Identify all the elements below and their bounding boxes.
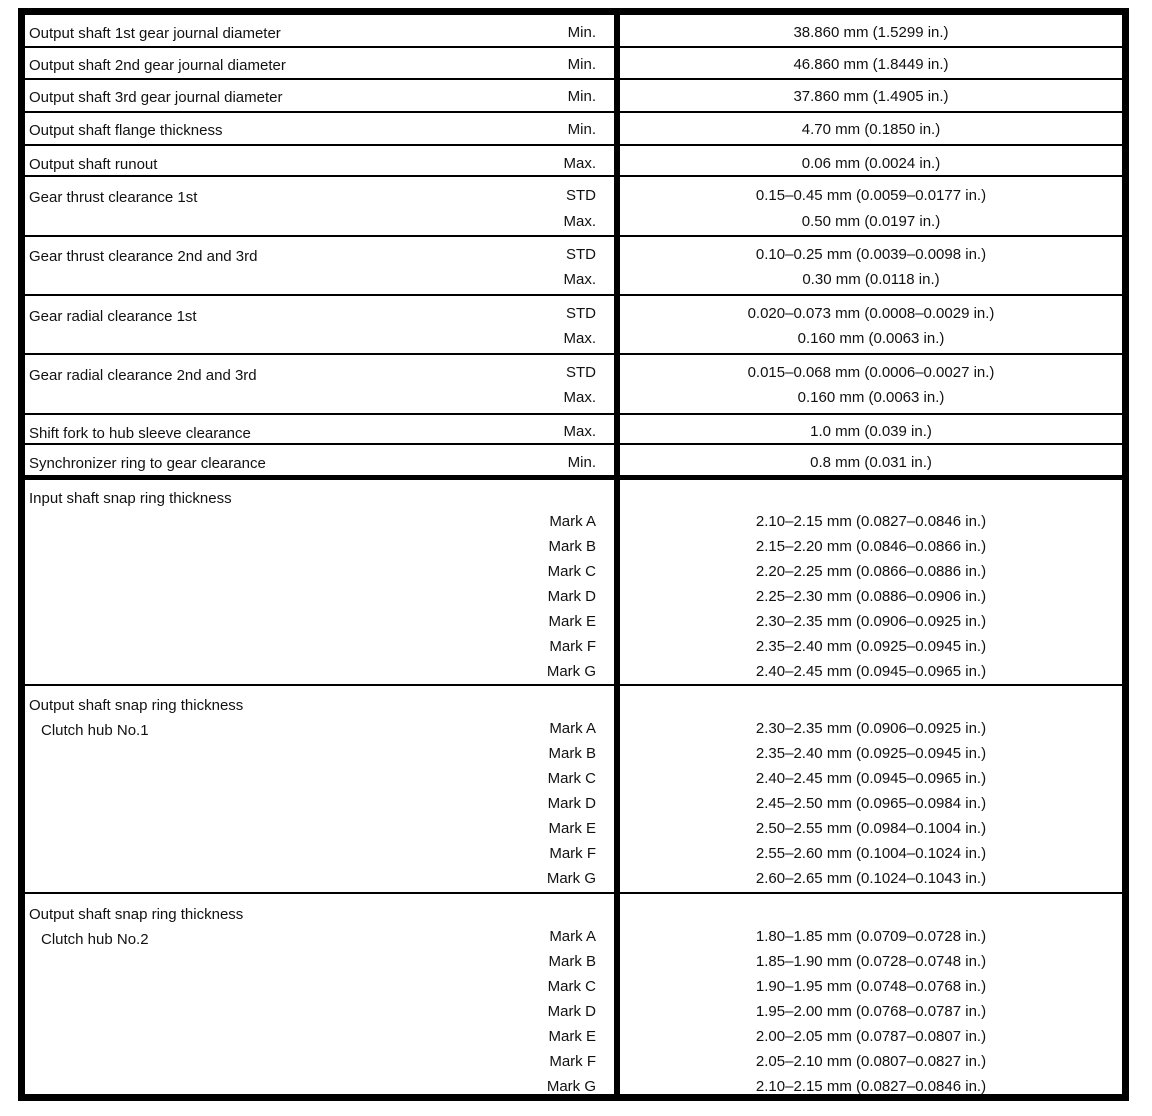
- spec-condition: STD: [566, 187, 596, 204]
- spec-condition: STD: [566, 364, 596, 381]
- mark-value: 2.35–2.40 mm (0.0925–0.0945 in.): [755, 745, 987, 762]
- spec-label: Output shaft 2nd gear journal diameter: [29, 57, 286, 74]
- mark-value: 2.25–2.30 mm (0.0886–0.0906 in.): [755, 588, 987, 605]
- mark-value: 2.35–2.40 mm (0.0925–0.0945 in.): [755, 638, 987, 655]
- spec-value: 0.15–0.45 mm (0.0059–0.0177 in.): [755, 187, 987, 204]
- mark-label: Mark G: [546, 870, 596, 887]
- spec-condition: Min.: [567, 121, 596, 138]
- spec-value: 0.160 mm (0.0063 in.): [797, 330, 945, 347]
- mark-value: 2.30–2.35 mm (0.0906–0.0925 in.): [755, 720, 987, 737]
- spec-row: [25, 80, 1122, 113]
- spec-condition: Min.: [567, 88, 596, 105]
- mark-value: 2.20–2.25 mm (0.0866–0.0886 in.): [755, 563, 987, 580]
- mark-label: Mark C: [547, 978, 596, 995]
- mark-value: 2.30–2.35 mm (0.0906–0.0925 in.): [755, 613, 987, 630]
- mark-label: Mark B: [548, 745, 596, 762]
- mark-label: Mark A: [549, 928, 596, 945]
- spec-value: 0.10–0.25 mm (0.0039–0.0098 in.): [755, 246, 987, 263]
- spec-condition: STD: [566, 305, 596, 322]
- mark-label: Mark G: [546, 663, 596, 680]
- spec-condition: Max.: [563, 423, 596, 440]
- spec-label: Gear radial clearance 1st: [29, 308, 197, 325]
- spec-row: [25, 415, 1122, 445]
- mark-value: 2.40–2.45 mm (0.0945–0.0965 in.): [755, 770, 987, 787]
- spec-row: [25, 15, 1122, 48]
- spec-condition: Min.: [567, 24, 596, 41]
- mark-label: Mark G: [546, 1078, 596, 1095]
- spec-value: 0.06 mm (0.0024 in.): [801, 155, 941, 172]
- spec-condition: Max.: [563, 389, 596, 406]
- spec-value: 1.0 mm (0.039 in.): [810, 423, 932, 440]
- mark-label: Mark B: [548, 953, 596, 970]
- spec-label: Output shaft 3rd gear journal diameter: [29, 89, 283, 106]
- group-label: Input shaft snap ring thickness: [29, 490, 232, 507]
- group-sublabel: Clutch hub No.2: [41, 931, 149, 948]
- spec-value: 0.015–0.068 mm (0.0006–0.0027 in.): [747, 364, 995, 381]
- spec-value: 0.50 mm (0.0197 in.): [801, 213, 941, 230]
- mark-label: Mark F: [549, 1053, 596, 1070]
- mark-label: Mark F: [549, 638, 596, 655]
- mark-value: 2.40–2.45 mm (0.0945–0.0965 in.): [755, 663, 987, 680]
- mark-label: Mark F: [549, 845, 596, 862]
- spec-value: 37.860 mm (1.4905 in.): [793, 88, 949, 105]
- spec-label: Gear thrust clearance 2nd and 3rd: [29, 248, 258, 265]
- spec-condition: Max.: [563, 271, 596, 288]
- spec-condition: Max.: [563, 330, 596, 347]
- snap-ring-group: [25, 894, 1122, 1094]
- mark-label: Mark C: [547, 563, 596, 580]
- mark-value: 2.10–2.15 mm (0.0827–0.0846 in.): [755, 513, 987, 530]
- mark-value: 1.90–1.95 mm (0.0748–0.0768 in.): [755, 978, 987, 995]
- spec-condition: Max.: [563, 155, 596, 172]
- spec-value: 46.860 mm (1.8449 in.): [793, 56, 949, 73]
- spec-value: 38.860 mm (1.5299 in.): [793, 24, 949, 41]
- mark-value: 1.85–1.90 mm (0.0728–0.0748 in.): [755, 953, 987, 970]
- spec-label: Synchronizer ring to gear clearance: [29, 455, 266, 472]
- spec-row: [25, 355, 1122, 415]
- spec-value: 4.70 mm (0.1850 in.): [801, 121, 941, 138]
- spec-label: Gear radial clearance 2nd and 3rd: [29, 367, 257, 384]
- mark-value: 2.55–2.60 mm (0.1004–0.1024 in.): [755, 845, 987, 862]
- group-label: Output shaft snap ring thickness: [29, 697, 244, 714]
- spec-row: [25, 146, 1122, 177]
- mark-value: 2.60–2.65 mm (0.1024–0.1043 in.): [755, 870, 987, 887]
- mark-label: Mark E: [548, 1028, 596, 1045]
- mark-label: Mark E: [548, 820, 596, 837]
- spec-condition: STD: [566, 246, 596, 263]
- spec-condition: Min.: [567, 56, 596, 73]
- group-sublabel: Clutch hub No.1: [41, 722, 149, 739]
- spec-row: [25, 296, 1122, 355]
- mark-value: 2.45–2.50 mm (0.0965–0.0984 in.): [755, 795, 987, 812]
- spec-row: [25, 445, 1122, 480]
- group-label: Output shaft snap ring thickness: [29, 906, 244, 923]
- spec-value: 0.8 mm (0.031 in.): [810, 454, 932, 471]
- mark-value: 2.00–2.05 mm (0.0787–0.0807 in.): [755, 1028, 987, 1045]
- mark-value: 1.80–1.85 mm (0.0709–0.0728 in.): [755, 928, 987, 945]
- spec-row: [25, 113, 1122, 146]
- spec-row: [25, 177, 1122, 237]
- spec-label: Gear thrust clearance 1st: [29, 189, 198, 206]
- mark-value: 2.10–2.15 mm (0.0827–0.0846 in.): [755, 1078, 987, 1095]
- spec-row: [25, 237, 1122, 296]
- mark-label: Mark D: [547, 795, 596, 812]
- mark-label: Mark B: [548, 538, 596, 555]
- spec-label: Shift fork to hub sleeve clearance: [29, 425, 251, 442]
- spec-condition: Min.: [567, 454, 596, 471]
- spec-condition: Max.: [563, 213, 596, 230]
- spec-value: 0.020–0.073 mm (0.0008–0.0029 in.): [747, 305, 995, 322]
- spec-value: 0.160 mm (0.0063 in.): [797, 389, 945, 406]
- spec-value: 0.30 mm (0.0118 in.): [802, 271, 940, 288]
- spec-row: [25, 48, 1122, 80]
- spec-label: Output shaft 1st gear journal diameter: [29, 25, 281, 42]
- mark-label: Mark C: [547, 770, 596, 787]
- mark-value: 1.95–2.00 mm (0.0768–0.0787 in.): [755, 1003, 987, 1020]
- spec-label: Output shaft runout: [29, 156, 158, 173]
- mark-label: Mark A: [549, 720, 596, 737]
- spec-label: Output shaft flange thickness: [29, 122, 223, 139]
- mark-value: 2.15–2.20 mm (0.0846–0.0866 in.): [755, 538, 987, 555]
- mark-label: Mark D: [547, 588, 596, 605]
- snap-ring-group: [25, 480, 1122, 686]
- mark-label: Mark A: [549, 513, 596, 530]
- snap-ring-group: [25, 686, 1122, 894]
- mark-value: 2.05–2.10 mm (0.0807–0.0827 in.): [755, 1053, 987, 1070]
- mark-label: Mark D: [547, 1003, 596, 1020]
- mark-label: Mark E: [548, 613, 596, 630]
- mark-value: 2.50–2.55 mm (0.0984–0.1004 in.): [755, 820, 987, 837]
- spec-table: [18, 8, 1129, 1101]
